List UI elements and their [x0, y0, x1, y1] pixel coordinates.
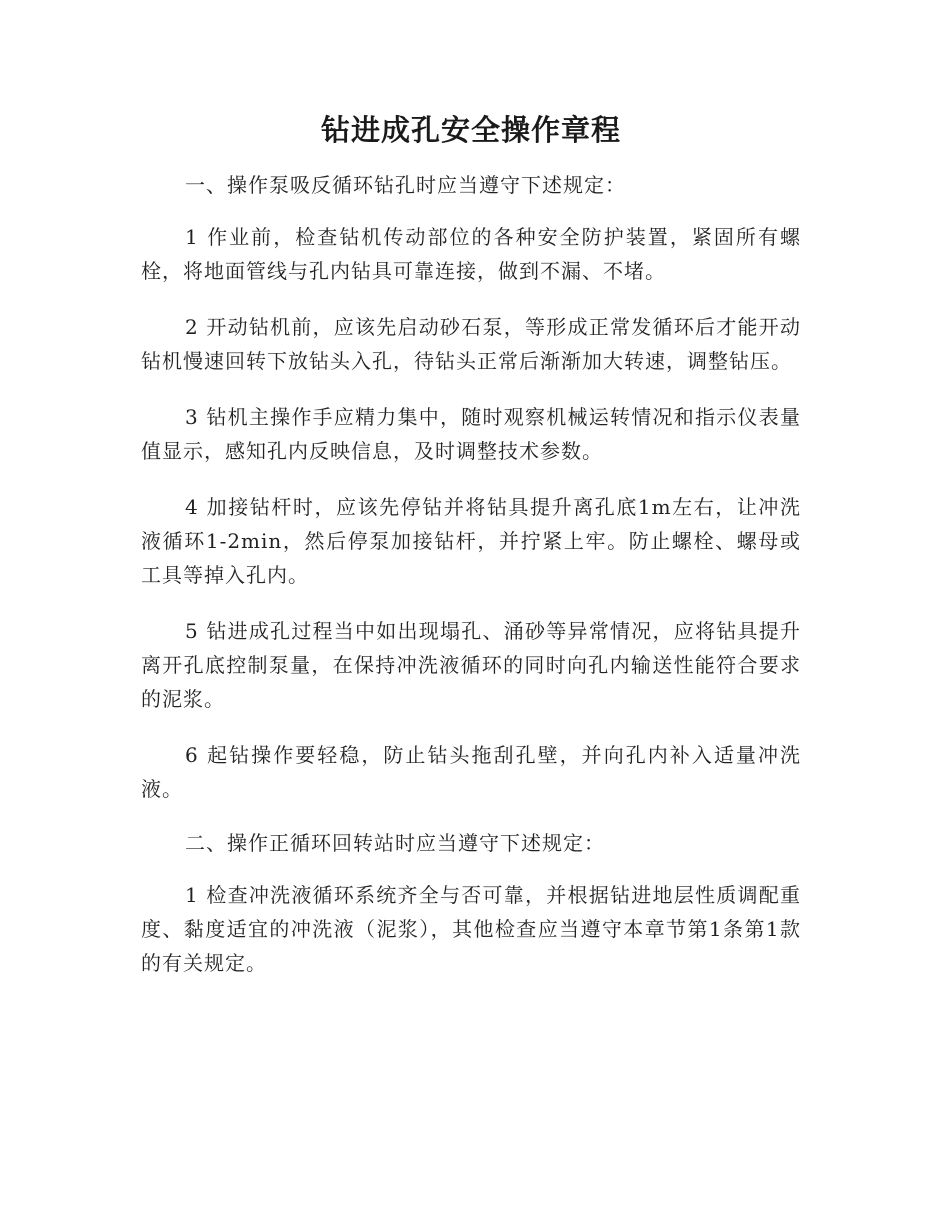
document-title: 钻进成孔安全操作章程	[320, 113, 621, 147]
section-1-heading: 一、操作泵吸反循环钻孔时应当遵守下述规定：	[185, 173, 626, 197]
section-2-item-1: 1 检查冲洗液循环系统齐全与否可靠，并根据钻进地层性质调配重度、黏度适宜的冲洗液（泥浆），其他检查应当遵守本章节第1条第1款的有关规定。	[141, 883, 801, 975]
section-1-item-4: 4 加接钻杆时，应该先停钻并将钻具提升离孔底1m左右，让冲洗液循环1-2min，然后停泵加接钻杆，并拧紧上牢。防止螺栓、螺母或工具等掉入孔内。	[141, 495, 801, 587]
section-1-item-6: 6 起钻操作要轻稳，防止钻头拖刮孔壁，并向孔内补入适量冲洗液。	[141, 743, 801, 801]
section-1-item-1: 1 作业前，检查钻机传动部位的各种安全防护装置，紧固所有螺栓，将地面管线与孔内钻具可靠连接，做到不漏、不堵。	[141, 225, 801, 283]
document-body	[141, 108, 801, 980]
section-1-item-2: 2 开动钻机前，应该先启动砂石泵，等形成正常发循环后才能开动钻机慢速回转下放钻头入孔，待钻头正常后渐渐加大转速，调整钻压。	[141, 315, 801, 373]
section-1-item-3: 3 钻机主操作手应精力集中，随时观察机械运转情况和指示仪表量值显示，感知孔内反映信息，及时调整技术参数。	[141, 405, 801, 463]
section-2-heading: 二、操作正循环回转站时应当遵守下述规定：	[185, 831, 605, 855]
section-1-item-5: 5 钻进成孔过程当中如出现塌孔、涌砂等异常情况，应将钻具提升离开孔底控制泵量，在保持冲洗液循环的同时向孔内输送性能符合要求的泥浆。	[141, 619, 801, 711]
